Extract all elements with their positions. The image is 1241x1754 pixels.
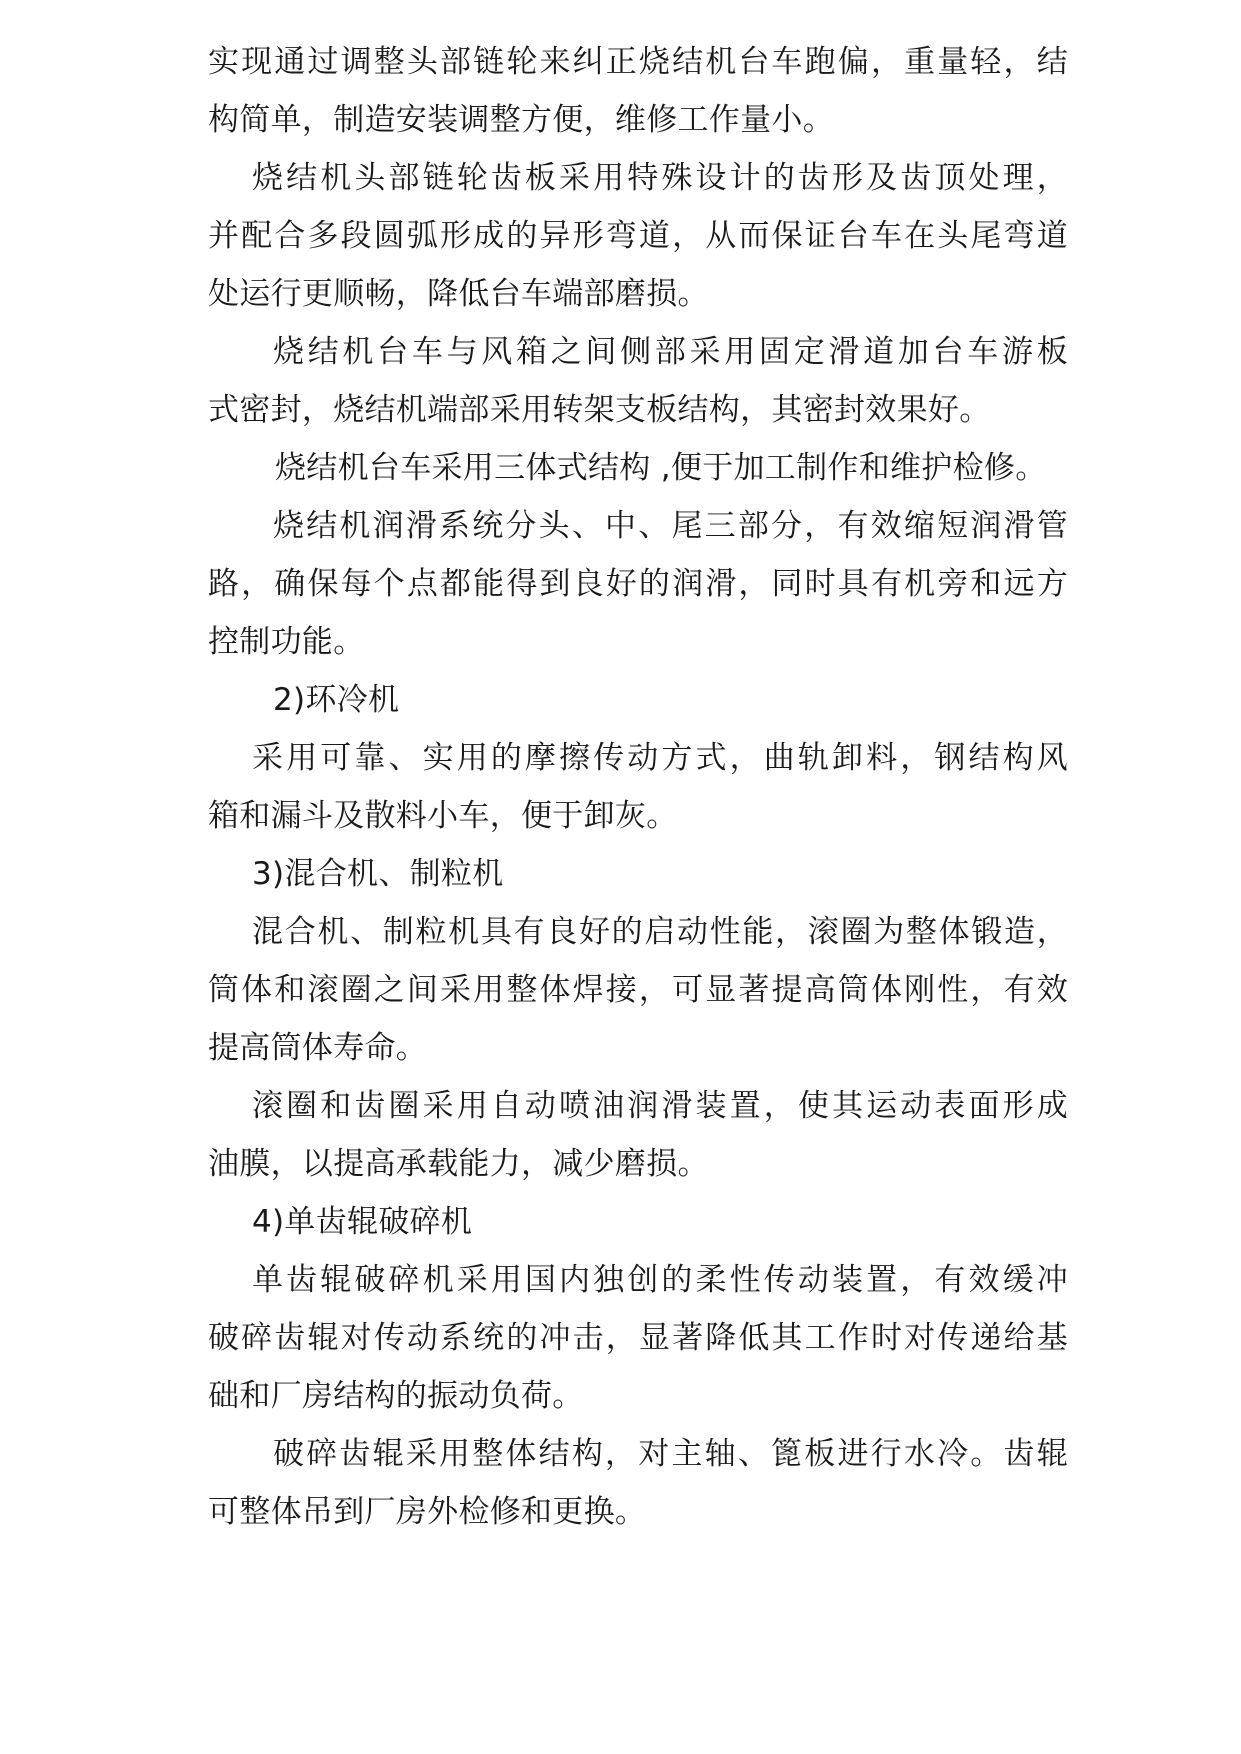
text-line: 烧结机台车与风箱之间侧部采用固定滑道加台车游板 (273, 334, 1068, 370)
text-line: 烧结机头部链轮齿板采用特殊设计的齿形及齿顶处理， (252, 160, 1068, 196)
text-line: 油膜，以提高承载能力，减少磨损。 (208, 1146, 709, 1182)
text-line: 混合机、制粒机具有良好的启动性能，滚圈为整体锻造， (252, 914, 1068, 950)
section-heading: 3)混合机、制粒机 (252, 856, 504, 892)
text-line: 箱和漏斗及散料小车，便于卸灰。 (208, 798, 678, 834)
section-heading: 2)环冷机 (273, 682, 400, 718)
text-line: 实现通过调整头部链轮来纠正烧结机台车跑偏，重量轻，结 (208, 44, 1068, 80)
text-line: 滚圈和齿圈采用自动喷油润滑装置，使其运动表面形成 (252, 1088, 1068, 1124)
text-line: 采用可靠、实用的摩擦传动方式，曲轨卸料，钢结构风 (252, 740, 1068, 776)
text-line: 单齿辊破碎机采用国内独创的柔性传动装置，有效缓冲 (252, 1262, 1068, 1298)
section-heading: 4)单齿辊破碎机 (252, 1204, 473, 1240)
text-line: 破碎齿辊采用整体结构，对主轴、篦板进行水冷。齿辊 (273, 1436, 1068, 1472)
text-line: 筒体和滚圈之间采用整体焊接，可显著提高筒体刚性，有效 (208, 972, 1068, 1008)
text-line: 提高筒体寿命。 (208, 1030, 428, 1066)
text-line: 础和厂房结构的振动负荷。 (208, 1378, 584, 1414)
text-line: 构简单，制造安装调整方便，维修工作量小。 (208, 102, 834, 138)
text-line: 处运行更顺畅，降低台车端部磨损。 (208, 276, 709, 312)
text-line: 烧结机台车采用三体式结构 ,便于加工制作和维护检修。 (275, 450, 1047, 486)
text-line: 式密封，烧结机端部采用转架支板结构，其密封效果好。 (208, 392, 991, 428)
text-line: 烧结机润滑系统分头、中、尾三部分，有效缩短润滑管 (273, 508, 1068, 544)
text-line: 并配合多段圆弧形成的异形弯道，从而保证台车在头尾弯道 (208, 218, 1068, 254)
text-line: 可整体吊到厂房外检修和更换。 (208, 1494, 647, 1530)
text-line: 路，确保每个点都能得到良好的润滑，同时具有机旁和远方 (208, 566, 1068, 602)
text-line: 破碎齿辊对传动系统的冲击，显著降低其工作时对传递给基 (208, 1320, 1068, 1356)
text-line: 控制功能。 (208, 624, 365, 660)
